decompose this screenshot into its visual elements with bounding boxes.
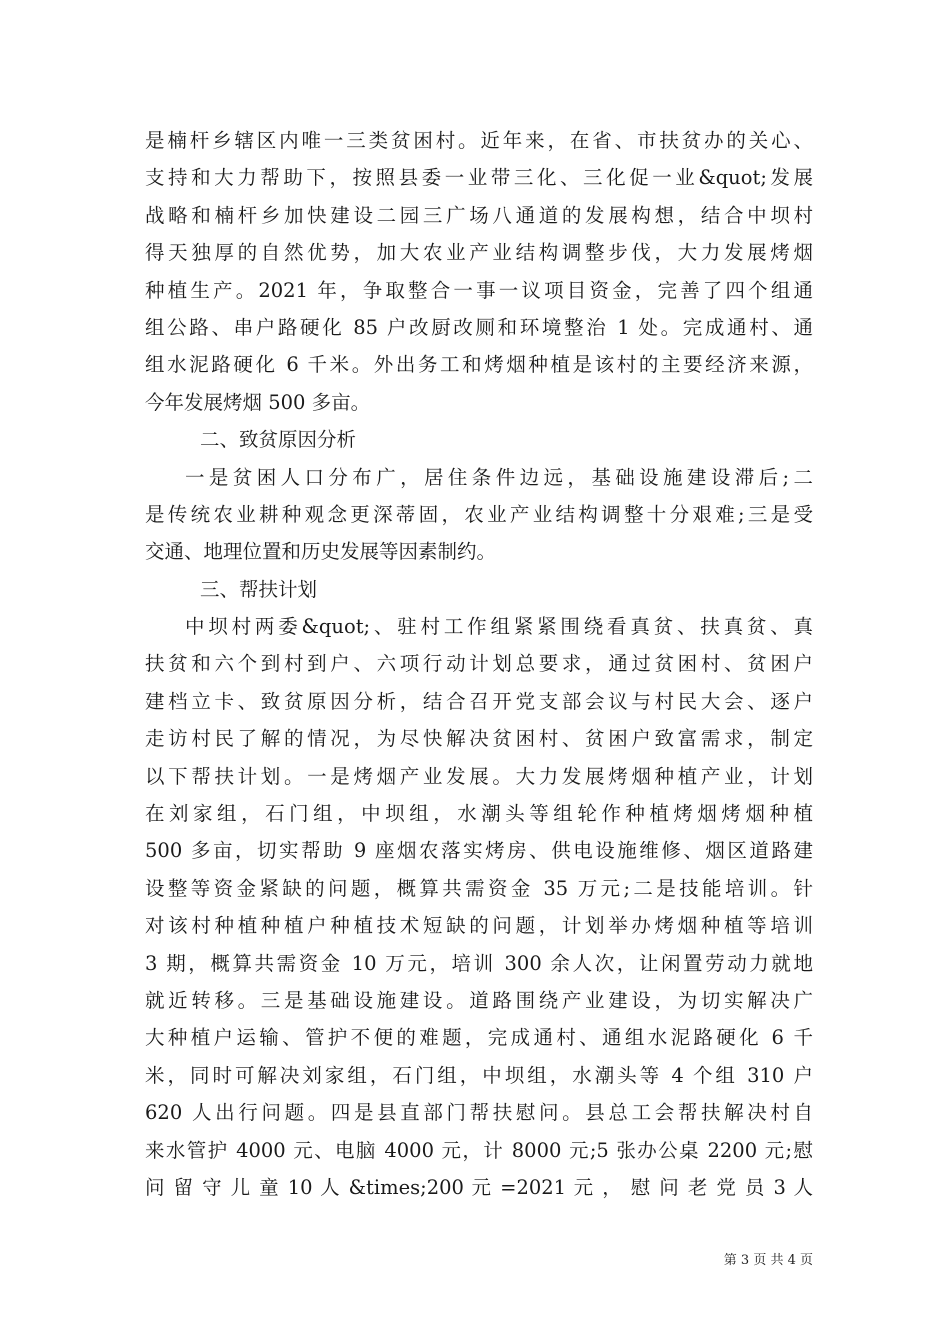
text-line: 组公路、串户路硬化 85 户改厨改厕和环境整治 1 处。完成通村、通 — [145, 315, 813, 339]
text-line: 战略和楠杆乡加快建设二园三广场八通道的发展构想，结合中坝村 — [145, 203, 813, 227]
text-line: 种植生产。2021 年，争取整合一事一议项目资金，完善了四个组通 — [145, 278, 813, 302]
text-line: 中坝村两委&quot;、驻村工作组紧紧围绕看真贫、扶真贫、真 — [185, 615, 813, 639]
text-line: 来水管护 4000 元、电脑 4000 元，计 8000 元;5 张办公桌 2200 元;慰 — [145, 1138, 813, 1162]
text-line: 交通、地理位置和历史发展等因素制约。 — [145, 540, 497, 564]
text-line: 扶贫和六个到村到户、六项行动计划总要求，通过贫困村、贫困户 — [145, 652, 813, 676]
text-line: 620 人出行问题。四是县直部门帮扶慰问。县总工会帮扶解决村自 — [145, 1101, 813, 1125]
text-line: 对该村种植种植户种植技术短缺的问题，计划举办烤烟种植等培训 — [145, 914, 813, 938]
text-line: 建档立卡、致贫原因分析，结合召开党支部会议与村民大会、逐户 — [145, 689, 813, 713]
text-line: 在刘家组，石门组，中坝组，水潮头等组轮作种植烤烟烤烟种植 — [145, 802, 813, 826]
text-line: 问 留 守 儿 童 10 人 &times;200 元 =2021 元 ， 慰 问 老 党 员 3 人 — [145, 1175, 813, 1199]
text-line: 组水泥路硬化 6 千米。外出务工和烤烟种植是该村的主要经济来源， — [145, 353, 813, 377]
text-line: 大种植户运输、管护不便的难题，完成通村、通组水泥路硬化 6 千 — [145, 1026, 813, 1050]
text-line: 米，同时可解决刘家组，石门组，中坝组，水潮头等 4 个组 310 户 — [145, 1063, 813, 1087]
text-line: 是楠杆乡辖区内唯一三类贫困村。近年来，在省、市扶贫办的关心、 — [145, 129, 813, 152]
text-line: 三、帮扶计划 — [200, 577, 318, 601]
text-line: 二、致贫原因分析 — [200, 428, 357, 452]
text-line: 今年发展烤烟 500 多亩。 — [145, 390, 371, 414]
text-line: 500 多亩，切实帮助 9 座烟农落实烤房、供电设施维修、烟区道路建 — [145, 839, 813, 863]
text-line: 就近转移。三是基础设施建设。道路围绕产业建设，为切实解决广 — [145, 988, 813, 1012]
text-line: 支持和大力帮助下，按照县委一业带三化、三化促一业&quot;发展 — [145, 166, 813, 190]
text-line: 走访村民了解的情况，为尽快解决贫困村、贫困户致富需求，制定 — [145, 727, 813, 751]
document-body — [145, 122, 813, 1206]
text-line: 是传统农业耕种观念更深蒂固，农业产业结构调整十分艰难;三是受 — [145, 502, 813, 526]
text-line: 以下帮扶计划。一是烤烟产业发展。大力发展烤烟种植产业，计划 — [145, 764, 813, 788]
text-line: 得天独厚的自然优势，加大农业产业结构调整步伐，大力发展烤烟 — [145, 241, 813, 265]
text-line: 一是贫困人口分布广，居住条件边远，基础设施建设滞后;二 — [185, 465, 813, 489]
text-line: 设整等资金紧缺的问题，概算共需资金 35 万元;二是技能培训。针 — [145, 876, 813, 900]
page-number: 第 3 页 共 4 页 — [723, 1253, 813, 1268]
text-line: 3 期，概算共需资金 10 万元，培训 300 余人次，让闲置劳动力就地 — [145, 951, 813, 975]
